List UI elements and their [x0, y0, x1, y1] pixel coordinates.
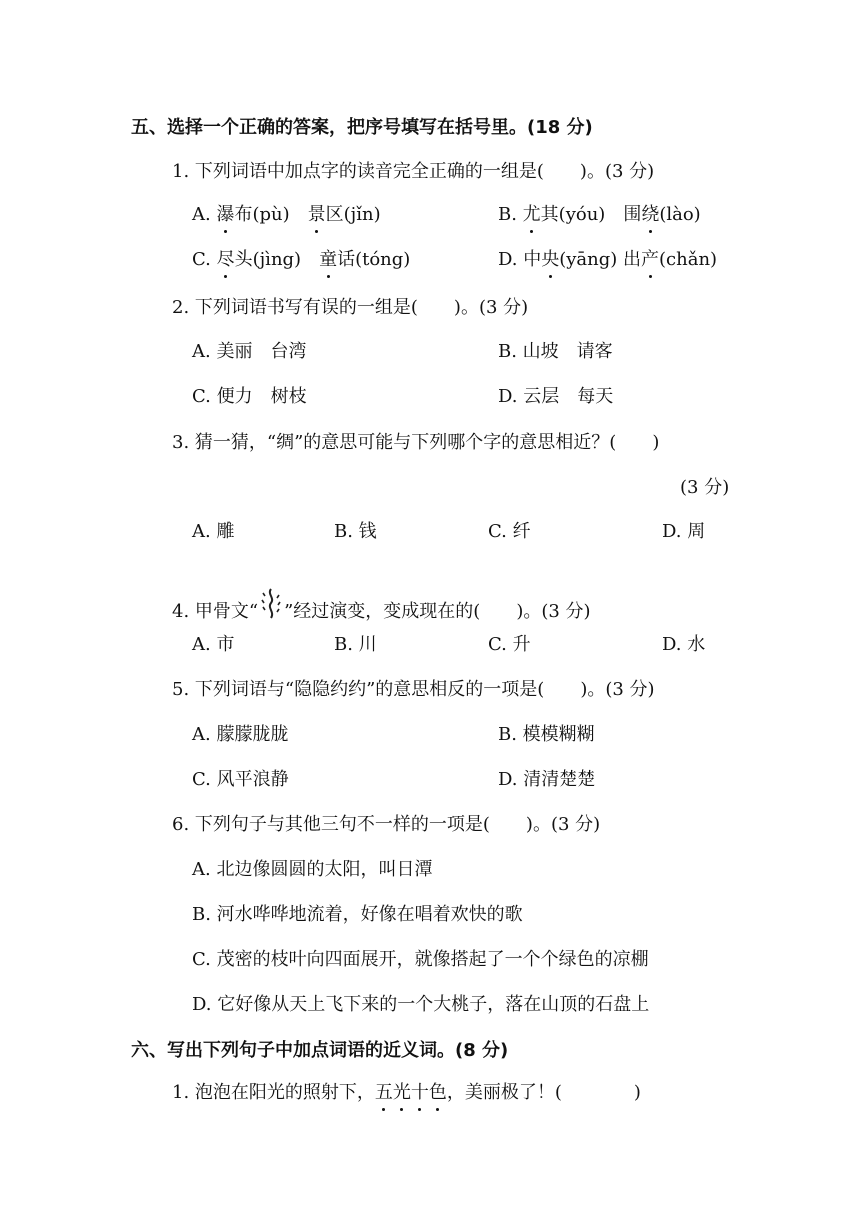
q2-option-a: A. 美丽 台湾: [192, 341, 307, 362]
section-6-title: 六、写出下列句子中加点词语的近义词。(8 分): [131, 1040, 509, 1061]
oracle-bone-water-icon: [258, 587, 284, 621]
q1-stem: 1. 下列词语中加点字的读音完全正确的一组是( )。(3 分): [172, 161, 655, 182]
q4-option-a: A. 市: [192, 634, 235, 655]
q5-stem: 5. 下列词语与“隐隐约约”的意思相反的一项是( )。(3 分): [172, 679, 655, 700]
q4-option-c: C. 升: [488, 634, 531, 655]
s6-q1-dotted-char-1: 五: [374, 1082, 393, 1103]
q3-stem: 3. 猜一猜，“绸”的意思可能与下列哪个字的意思相近？( ): [172, 432, 660, 453]
q5-option-b: B. 模模糊糊: [498, 724, 595, 745]
q2-option-b: B. 山坡 请客: [498, 341, 613, 362]
q1-d-dotted-char-1: 央: [541, 249, 560, 270]
q6-option-b: B. 河水哗哗地流着，好像在唱着欢快的歌: [192, 904, 523, 925]
q5-option-a: A. 朦朦胧胧: [192, 724, 289, 745]
q4-option-b: B. 川: [334, 634, 377, 655]
q6-option-d: D. 它好像从天上飞下来的一个大桃子，落在山顶的石盘上: [192, 994, 650, 1015]
q1-a-dotted-char-1: 瀑: [216, 204, 235, 225]
q3-option-b: B. 钱: [334, 521, 377, 542]
s6-q1-dotted-char-4: 色: [428, 1082, 447, 1103]
q3-score: (3 分): [680, 477, 730, 498]
s6-q1-dotted-char-2: 光: [392, 1082, 411, 1103]
s6-q1-sentence: 1. 泡泡在阳光的照射下，五光十色，美丽极了！( ): [172, 1082, 641, 1103]
q5-option-c: C. 风平浪静: [192, 769, 289, 790]
q6-option-c: C. 茂密的枝叶向四面展开，就像搭起了一个个绿色的凉棚: [192, 949, 649, 970]
q3-option-c: C. 纤: [488, 521, 531, 542]
section-5-title: 五、选择一个正确的答案，把序号填写在括号里。(18 分): [131, 117, 593, 138]
q1-c-dotted-char-2: 童: [319, 249, 338, 270]
q1-option-b: B. 尤其(yóu) 围绕(lào): [498, 204, 701, 225]
q4-option-d: D. 水: [662, 634, 706, 655]
q1-a-dotted-char-2: 景: [307, 204, 326, 225]
q1-b-dotted-char-2: 绕: [641, 204, 660, 225]
q5-option-d: D. 清清楚楚: [498, 769, 596, 790]
q2-option-d: D. 云层 每天: [498, 386, 614, 407]
q1-option-d: D. 中央(yāng) 出产(chǎn): [498, 249, 718, 270]
q6-stem: 6. 下列句子与其他三句不一样的一项是( )。(3 分): [172, 814, 601, 835]
q2-option-c: C. 便力 树枝: [192, 386, 307, 407]
q6-option-a: A. 北边像圆圆的太阳，叫日潭: [192, 859, 433, 880]
q4-stem: 4. 甲骨文“ ”经过演变，变成现在的( )。(3 分): [172, 587, 591, 624]
q1-d-dotted-char-2: 产: [641, 249, 660, 270]
q1-option-a: A. 瀑布(pù) 景区(jǐn): [192, 204, 381, 225]
q3-option-a: A. 雕: [192, 521, 235, 542]
q1-c-dotted-char-1: 尽: [216, 249, 235, 270]
q3-option-d: D. 周: [662, 521, 706, 542]
q2-stem: 2. 下列词语书写有误的一组是( )。(3 分): [172, 297, 529, 318]
s6-q1-dotted-char-3: 十: [410, 1082, 429, 1103]
q1-option-c: C. 尽头(jìng) 童话(tóng): [192, 249, 411, 270]
q1-b-dotted-char-1: 尤: [522, 204, 541, 225]
